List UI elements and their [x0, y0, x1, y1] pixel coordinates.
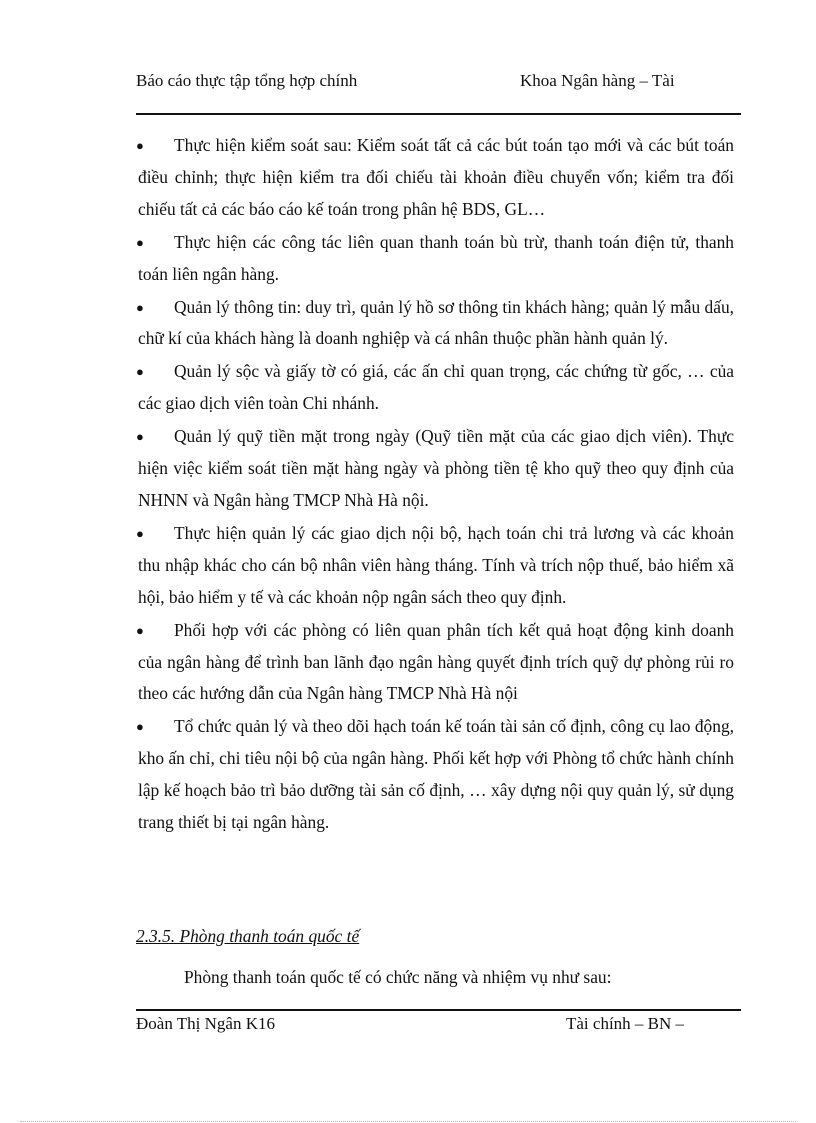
- list-item-text: Thực hiện các công tác liên quan thanh toán bù trừ, thanh toán điện tử, thanh toán liên ngân hàng.: [138, 231, 734, 284]
- list-item-text: Quản lý sộc và giấy tờ có giá, các ấn chỉ quan trọng, các chứng từ gốc, … của các giao dịch viên toàn Chi nhánh.: [138, 361, 734, 414]
- section-intro-paragraph: Phòng thanh toán quốc tế có chức năng và nhiệm vụ như sau:: [184, 967, 612, 987]
- footer-class: Tài chính – BN –: [566, 1014, 685, 1033]
- bullet-icon: ●: [136, 429, 144, 445]
- footer-author: Đoàn Thị Ngân K16: [136, 1014, 275, 1033]
- header-report-title: Báo cáo thực tập tổng hợp chính: [136, 71, 358, 90]
- bullet-icon: ●: [136, 364, 144, 380]
- list-item-text: Quản lý quỹ tiền mặt trong ngày (Quỹ tiền mặt của các giao dịch viên). Thực hiện việc kiểm soát tiền mặt hàng ngày và phòng tiền tệ kho quỹ theo quy định của NHNN và Ngân hàng TMCP Nhà Hà nội.: [138, 426, 734, 510]
- footer-rule: [136, 1009, 741, 1011]
- bullet-icon: ●: [136, 525, 144, 541]
- list-item-text: Thực hiện kiểm soát sau: Kiểm soát tất cả các bút toán tạo mới và các bút toán điều chỉnh; thực hiện kiểm tra đối chiếu tài khoản điều chuyển vốn; kiểm tra đối chiếu tất cả các báo cáo kế toán trong phân hệ BDS, GL…: [138, 135, 734, 219]
- section-heading: 2.3.5. Phòng thanh toán quốc tế: [136, 926, 360, 946]
- bullet-icon: ●: [136, 622, 144, 638]
- bullet-icon: ●: [136, 138, 144, 153]
- bullet-icon: ●: [136, 299, 144, 315]
- header-rule: [136, 113, 741, 115]
- bullet-icon: ●: [136, 234, 144, 250]
- list-item: [138, 711, 734, 839]
- list-item-text: Quản lý thông tin: duy trì, quản lý hồ sơ thông tin khách hàng; quản lý mẫu dấu, chữ kí của khách hàng là doanh nghiệp và cá nhân thuộc phần hành quản lý.: [138, 296, 734, 349]
- bullet-icon: ●: [136, 719, 144, 735]
- list-item: [138, 421, 734, 517]
- list-item: [138, 356, 734, 420]
- list-item: [138, 292, 734, 356]
- list-item: [138, 615, 734, 711]
- bullet-list: [138, 130, 734, 840]
- list-item: [138, 518, 734, 614]
- header-faculty: Khoa Ngân hàng – Tài: [520, 71, 675, 90]
- list-item-text: Phối hợp với các phòng có liên quan phân tích kết quả hoạt động kinh doanh của ngân hàng để trình ban lãnh đạo ngân hàng quyết định trích quỹ dự phòng rủi ro theo các hướng dẫn của Ngân hàng TMCP Nhà Hà nội: [138, 619, 734, 704]
- list-item: [138, 227, 734, 291]
- list-item-text: Thực hiện quản lý các giao dịch nội bộ, hạch toán chi trả lương và các khoản thu nhập khác cho cán bộ nhân viên hàng tháng. Tính và trích nộp thuế, bảo hiểm xã hội, bảo hiểm y tế và các khoản nộp ngân sách theo quy định.: [138, 522, 734, 607]
- list-item-text: Tổ chức quản lý và theo dõi hạch toán kế toán tài sản cố định, công cụ lao động, kho ấn chỉ, chi tiêu nội bộ của ngân hàng. Phối kết hợp với Phòng tổ chức hành chính lập kế hoạch bảo trì bảo dưỡng tài sản cố định, … xây dựng nội quy quản lý, sử dụng trang thiết bị tại ngân hàng.: [138, 716, 734, 833]
- page-edge-divider: [20, 1121, 796, 1122]
- list-item: [138, 130, 734, 226]
